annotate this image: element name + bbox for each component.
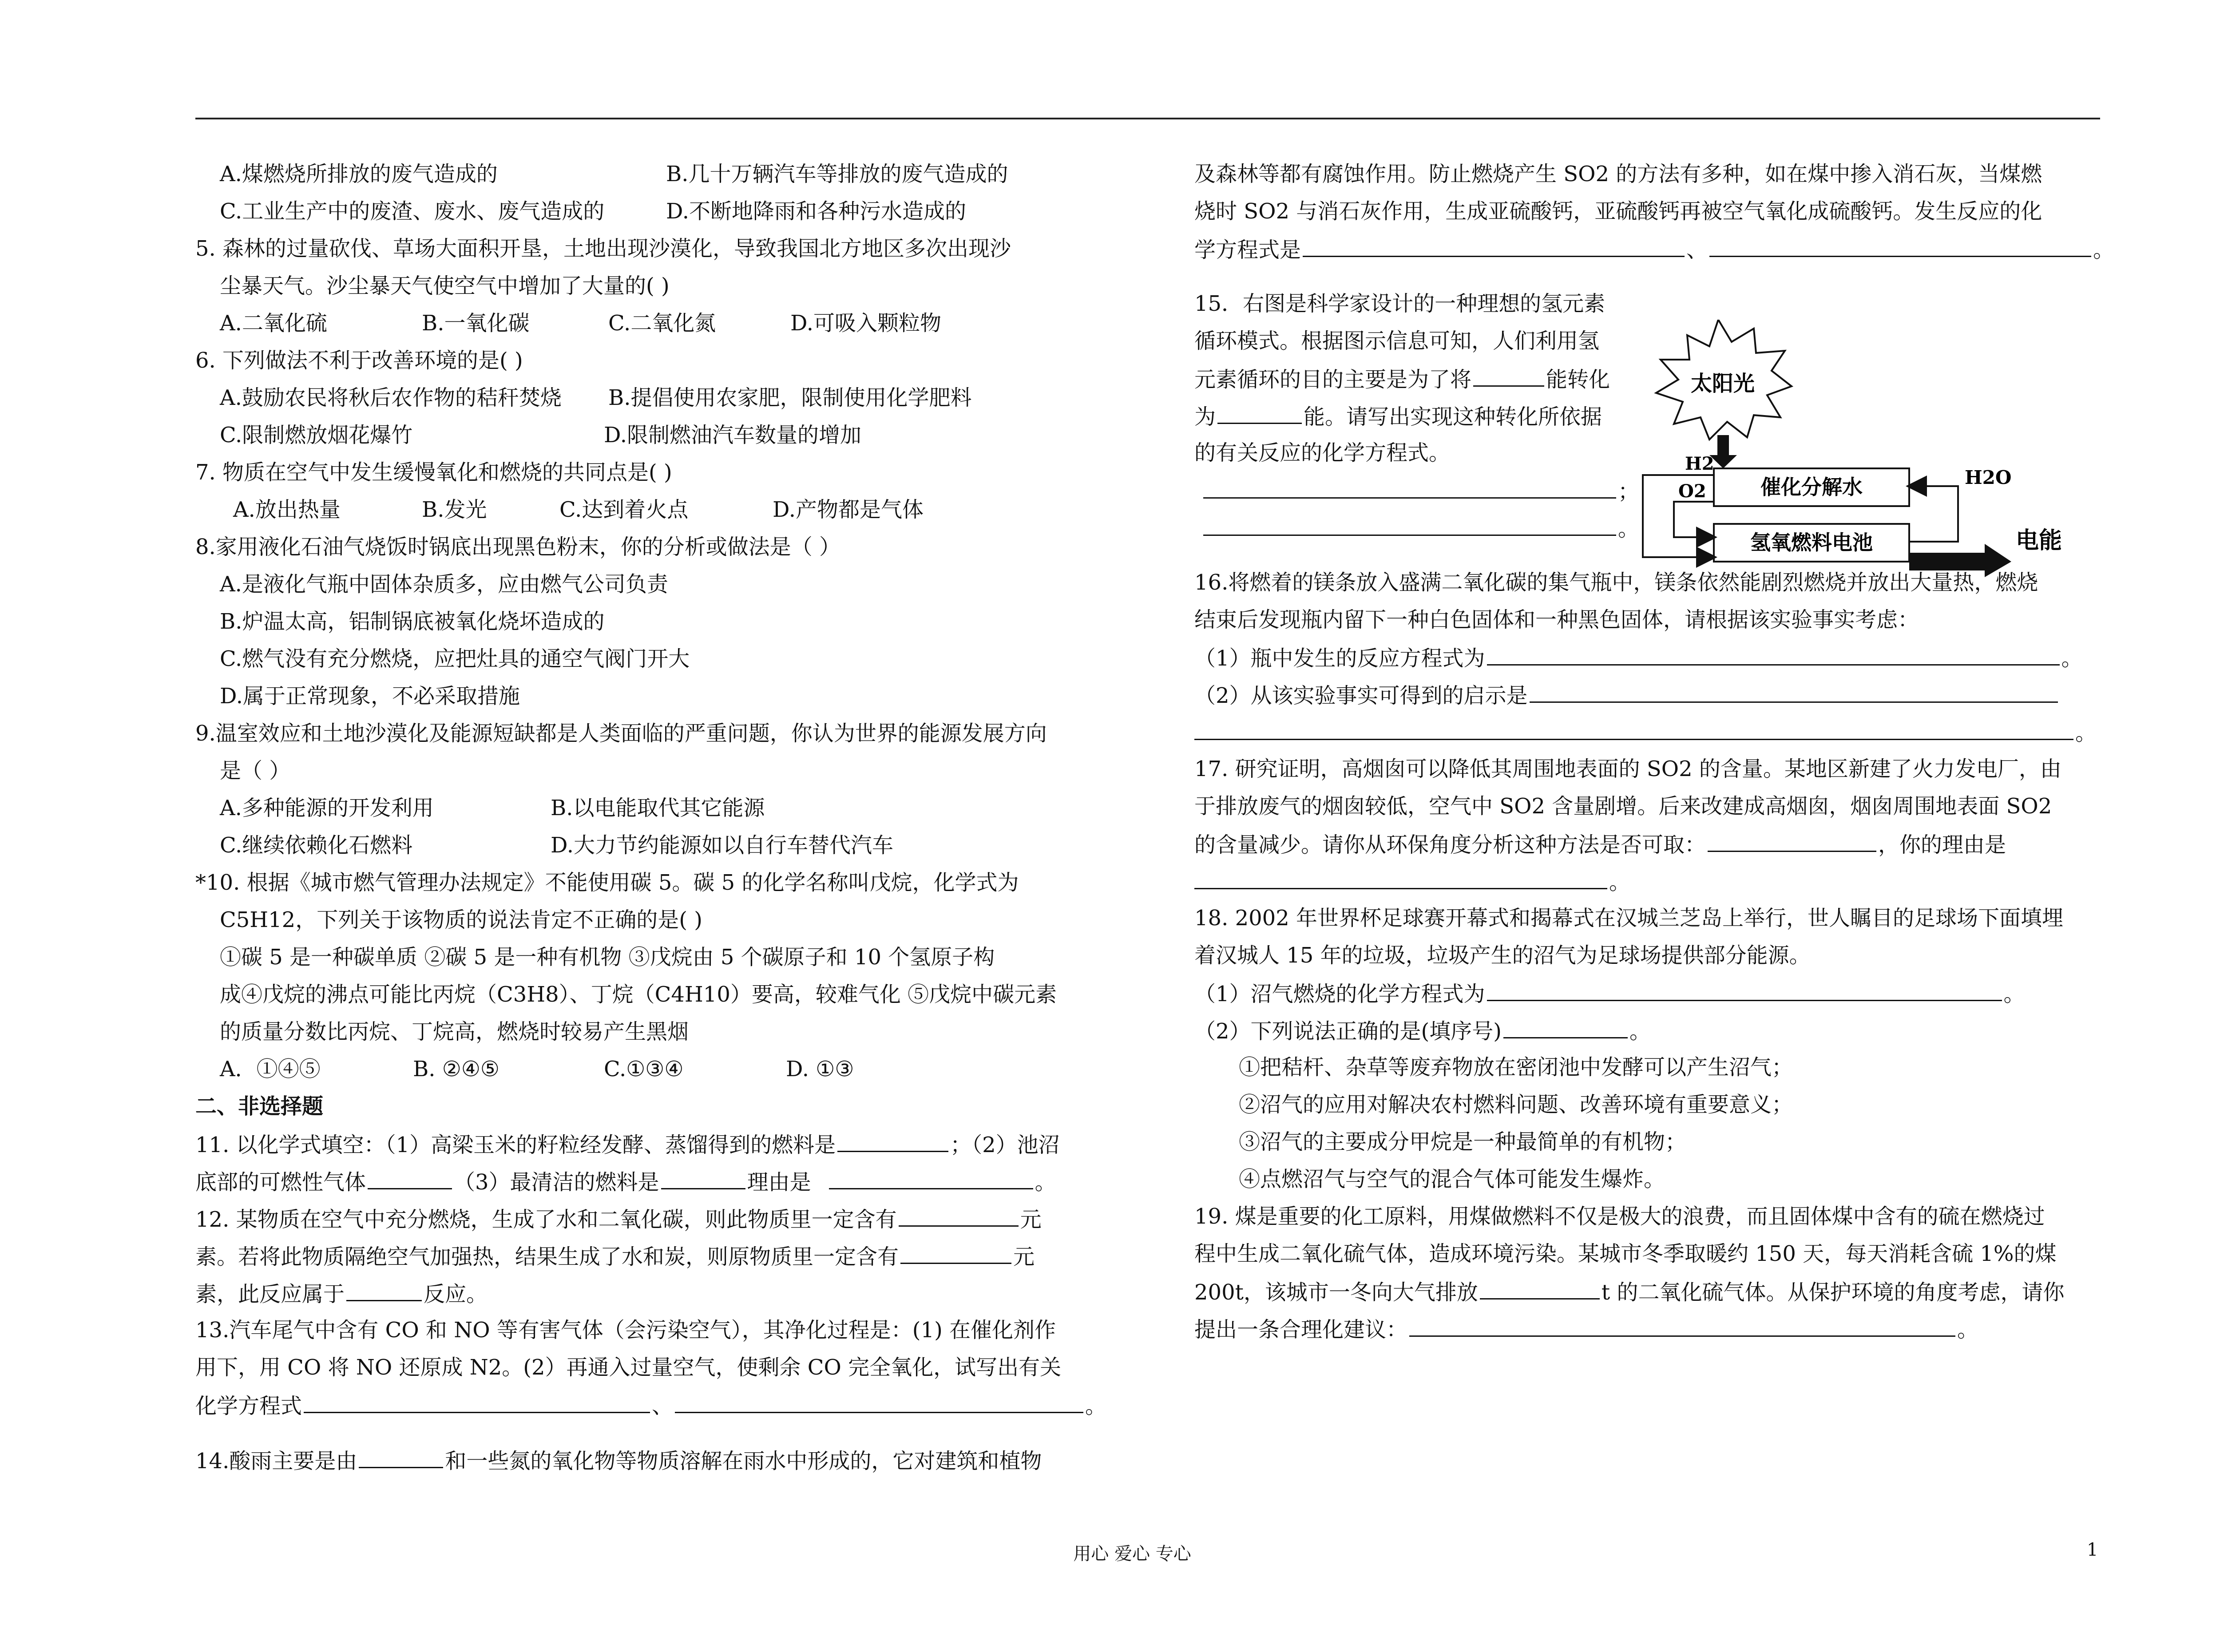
answer-blank[interactable] [1503,1011,1628,1038]
option-d: D.大力节约能源如以自行车替代汽车 [551,833,894,858]
q15-line-1: 15．右图是科学家设计的一种理想的氢元素 [1194,291,1606,316]
spacer [195,1423,1106,1441]
q12-line-2 [195,1237,1106,1274]
option-c: C.继续依赖化石燃料 [220,833,413,858]
q6-options-row2 [195,416,1106,454]
q18-item-1: ①把秸杆、杂草等废弃物放在密闭池中发酵可以产生沼气； [1239,1055,1793,1080]
q16-line-3 [1194,638,2100,676]
q14-line-2: 及森林等都有腐蚀作用。防止燃烧产生 SO2 的方法有多种，如在煤中掺入消石灰，当煤燃 [1194,162,2042,186]
q13-text: 、 [652,1394,674,1418]
page-footer: 用心 爱心 专心 [1073,1544,1191,1564]
answer-blank[interactable] [359,1441,443,1468]
q10-stem-5: 的质量分数比丙烷、丁烷高，燃烧时较易产生黑烟 [220,1019,689,1044]
q16-line-4 [1194,676,2100,713]
q12-text: 12. 某物质在空气中充分燃烧，生成了水和二氧化碳，则此物质里一定含有 [195,1207,897,1232]
option-c: C.达到着火点 [559,497,689,522]
q5-options [195,305,1106,342]
q12-text: 反应。 [424,1282,488,1307]
answer-blank[interactable] [829,1162,1033,1189]
q12-line-3 [195,1274,1106,1311]
option-b: B.发光 [422,497,487,522]
answer-blank[interactable] [837,1125,948,1152]
answer-blank[interactable] [1194,713,2073,740]
q11-text: 11. 以化学式填空：（1）高梁玉米的籽粒经发酵、蒸馏得到的燃料是 [195,1133,836,1157]
o2-flow-line [1674,502,1714,537]
q12-text: 素，此反应属于 [195,1282,345,1307]
answer-blank[interactable] [675,1386,1083,1413]
option-d: D. ①③ [786,1057,854,1082]
q14-text: 、 [1686,238,1708,262]
q19-line-2: 程中生成二氧化硫气体，造成环境污染。某城市冬季取暖约 150 天，每天消耗含硫 1%的煤 [1194,1241,2057,1266]
answer-blank[interactable] [1203,509,1616,536]
answer-blank[interactable] [1708,825,1876,852]
answer-blank[interactable] [1530,676,2058,703]
q14-line-1 [195,1441,1106,1478]
q16-line-5 [1194,713,2100,750]
q14-text: 学方程式是 [1194,238,1301,262]
q16-line-2: 结束后发现瓶内留下一种白色固体和一种黑色固体，请根据该实验事实考虑： [1194,607,1919,632]
q7-stem: 7. 物质在空气中发生缓慢氧化和燃烧的共同点是( ) [195,460,672,485]
spacer [1194,267,2100,285]
section-heading: 二、非选择题 [195,1094,324,1119]
q10-stem-3: ①碳 5 是一种碳单质 ②碳 5 是一种有机物 ③戊烷由 5 个碳原子和 10 个氢原子构 [220,945,995,970]
option-c: C.限制燃放烟花爆竹 [220,423,413,448]
answer-blank[interactable] [1709,230,2091,257]
option-b: B.提倡使用农家肥，限制使用化学肥料 [608,385,972,410]
option-d: D.不断地降雨和各种污水造成的 [666,199,967,224]
q15-line-6 [1194,471,1638,509]
q8-option-c: C.燃气没有充分燃烧，应把灶具的通空气阀门开大 [220,646,690,671]
q15-text-block [1194,285,1638,546]
q11-text: （3）最清洁的燃料是 [454,1170,659,1195]
q17-line-1: 17. 研究证明，高烟囱可以降低其周围地表面的 SO2 的含量。某地区新建了火力发电厂，由 [1194,757,2061,781]
q9-options-row2 [195,827,1106,864]
answer-blank[interactable] [661,1162,745,1189]
option-a: A.多种能源的开发利用 [220,796,434,820]
q12-text: 素。若将此物质隔绝空气加强热，结果生成了水和炭，则原物质里一定含有 [195,1244,899,1269]
q18-text: （2）下列说法正确的是(填序号) [1194,1019,1502,1044]
answer-blank[interactable] [1480,1272,1600,1299]
q18-item-4: ④点燃沼气与空气的混合气体可能发生爆炸。 [1239,1167,1665,1192]
q7-options [195,491,1106,528]
q11-text: 理由是 [747,1170,811,1195]
q8-option-a: A.是液化气瓶中固体杂质多，应由燃气公司负责 [220,572,668,597]
answer-blank[interactable] [368,1162,452,1189]
q16-text: 。 [2061,646,2083,671]
q11-text: 。 [1035,1170,1056,1195]
q14-text: 。 [2093,238,2115,262]
q4-options-row1 [195,155,1106,193]
q9-stem-2: 是（ ） [220,758,291,783]
h2o-flow-line [1909,486,1958,542]
answer-blank[interactable] [1217,397,1302,424]
option-a: A.放出热量 [233,497,341,522]
left-column [195,155,1106,1478]
option-c: C.①③④ [604,1057,684,1082]
electric-energy-label: 电能 [2016,527,2062,554]
hydrogen-cycle-diagram [1638,320,2082,577]
down-arrow-shaft [1717,435,1729,457]
q19-line-3 [1194,1272,2100,1310]
option-b: B.一氧化碳 [422,311,530,336]
q17-text: ，你的理由是 [1878,832,2006,857]
q16-text: （1）瓶中发生的反应方程式为 [1194,646,1485,671]
o2-label: O2 [1678,481,1706,502]
answer-blank[interactable] [899,1200,1019,1227]
q17-text: 。 [1609,870,1631,895]
q16-text: 。 [2075,721,2097,745]
page-number: 1 [2087,1540,2098,1560]
option-a: A.鼓励农民将秋后农作物的秸秆焚烧 [220,385,562,410]
sun-label: 太阳光 [1690,371,1755,396]
q18-line-4 [1194,1011,2100,1049]
q15-line-5: 的有关反应的化学方程式。 [1194,440,1451,465]
q18-line-2: 着汉城人 15 年的垃圾，垃圾产生的沼气为足球场提供部分能源。 [1194,943,1811,968]
q15-text: ； [1618,479,1640,504]
q9-options-row1 [195,789,1106,827]
q15-text: 。 [1618,516,1640,541]
q11-text: ；（2）池沼 [950,1133,1060,1157]
q11-line-1 [195,1125,1106,1162]
option-d: D.可吸入颗粒物 [790,311,942,336]
q19-text: 提出一条合理化建议： [1194,1317,1408,1342]
q10-options [195,1050,1106,1088]
q4-options-row2 [195,193,1106,230]
answer-blank[interactable] [1303,230,1685,257]
q17-line-4 [1194,862,2100,899]
q8-stem: 8.家用液化石油气烧饭时锅底出现黑色粉末，你的分析或做法是（ ） [195,535,841,559]
option-d: D.限制燃油汽车数量的增加 [604,423,862,448]
answer-blank[interactable] [900,1237,1011,1264]
q15-text: 元素循环的目的主要是为了将 [1194,367,1472,392]
q6-options-row1 [195,379,1106,416]
q18-text: 。 [2003,982,2025,1006]
answer-blank[interactable] [1487,974,2002,1001]
option-c: C.二氧化氮 [608,311,716,336]
answer-blank[interactable] [1203,471,1616,499]
answer-blank[interactable] [1194,862,1607,889]
q10-stem-2: C5H12，下列关于该物质的说法肯定不正确的是( ) [220,907,702,932]
q18-item-2: ②沼气的应用对解决农村燃料问题、改善环境有重要意义； [1239,1092,1793,1117]
energy-output-arrow [1909,544,2011,577]
q13-text: 。 [1085,1394,1107,1418]
q6-stem: 6. 下列做法不利于改善环境的是( ) [195,348,523,373]
q14-line-3: 烧时 SO2 与消石灰作用，生成亚硫酸钙，亚硫酸钙再被空气氧化成硫酸钙。发生反应的化 [1194,199,2042,224]
h2o-label: H2O [1965,467,2012,488]
q10-stem-4: 成④戊烷的沸点可能比丙烷（C3H8）、丁烷（C4H10）要高，较难气化 ⑤戊烷中碳元素 [220,982,1057,1007]
option-c: C.工业生产中的废渣、废水、废气造成的 [220,199,605,224]
q13-line-1: 13.汽车尾气中含有 CO 和 NO 等有害气体（会污染空气），其净化过程是：(1) 在催化剂作 [195,1318,1056,1343]
q18-text: （1）沼气燃烧的化学方程式为 [1194,982,1485,1006]
answer-blank[interactable] [304,1386,650,1413]
q5-stem-2: 尘暴天气。沙尘暴天气使空气中增加了大量的( ) [220,273,670,298]
q15-text: 能转化 [1546,367,1610,392]
answer-blank[interactable] [346,1274,422,1301]
q17-line-3 [1194,825,2100,862]
q15-line-4 [1194,397,1638,434]
q19-text: 。 [1957,1317,1979,1342]
q18-text: 。 [1629,1019,1651,1044]
q14-line-4 [1194,230,2115,267]
q17-line-2: 于排放废气的烟囱较低，空气中 SO2 含量剧增。后来改建成高烟囱，烟囱周围地表面 SO2 [1194,794,2052,819]
q18-line-3 [1194,974,2100,1011]
answer-blank[interactable] [1473,360,1544,387]
q12-line-1 [195,1200,1106,1237]
q8-option-d: D.属于正常现象，不必采取措施 [220,684,520,709]
q10-stem-1: *10. 根据《城市燃气管理办法规定》不能使用碳 5。碳 5 的化学名称叫戊烷，化学式为 [195,870,1019,895]
q11-line-2 [195,1162,1106,1200]
header-rule [195,118,2100,119]
q15-line-7 [1194,509,1638,546]
fuel-cell-label: 氢氧燃料电池 [1750,531,1873,555]
q18-item-3: ③沼气的主要成分甲烷是一种最简单的有机物； [1239,1129,1687,1154]
catalytic-decomposition-label: 催化分解水 [1760,475,1863,499]
q18-line-1: 18. 2002 年世界杯足球赛开幕式和揭幕式在汉城兰芝岛上举行，世人瞩目的足球场下面填埋 [1194,906,2064,931]
answer-blank[interactable] [1487,638,2060,666]
q19-line-4 [1194,1310,2100,1347]
q14-text: 和一些氮的氧化物等物质溶解在雨水中形成的，它对建筑和植物 [445,1449,1042,1474]
q19-line-1: 19. 煤是重要的化工原料，用煤做燃料不仅是极大的浪费，而且固体煤中含有的硫在燃烧过 [1194,1204,2045,1229]
q9-stem-1: 9.温室效应和土地沙漠化及能源短缺都是人类面临的严重问题，你认为世界的能源发展方向 [195,721,1047,746]
option-d: D.产物都是气体 [773,497,924,522]
q16-text: （2）从该实验事实可得到的启示是 [1194,683,1528,708]
q12-text: 元 [1020,1207,1042,1232]
option-b: B.几十万辆汽车等排放的废气造成的 [666,162,1008,186]
option-a: A．①④⑤ [220,1057,321,1082]
h2-label: H2 [1685,453,1714,474]
q12-text: 元 [1013,1244,1035,1269]
q15-line-3 [1194,360,1638,397]
option-a: A.煤燃烧所排放的废气造成的 [220,162,498,186]
option-b: B. ②④⑤ [413,1057,500,1082]
option-a: A.二氧化硫 [220,311,327,336]
q13-line-3 [195,1386,1106,1423]
q15-text: 能。请写出实现这种转化所依据 [1304,404,1602,429]
q13-line-2: 用下，用 CO 将 NO 还原成 N2。(2）再通入过量空气，使剩余 CO 完全氧化，试写出有关 [195,1355,1062,1380]
answer-blank[interactable] [1409,1310,1955,1337]
q5-stem-1: 5. 森林的过量砍伐、草场大面积开垦，土地出现沙漠化，导致我国北方地区多次出现沙 [195,236,1011,261]
q16-line-1: 16.将燃着的镁条放入盛满二氧化碳的集气瓶中，镁条依然能剧烈燃烧并放出大量热，燃烧 [1194,570,2038,595]
q13-text: 化学方程式 [195,1394,302,1418]
q11-text: 底部的可燃性气体 [195,1170,366,1195]
q14-text: 14.酸雨主要是由 [195,1449,357,1474]
q8-option-b: B.炉温太高，铝制锅底被氧化烧坏造成的 [220,609,605,634]
q19-text: 200t，该城市一冬向大气排放 [1194,1280,1478,1305]
q17-text: 的含量减少。请你从环保角度分析这种方法是否可取： [1194,832,1706,857]
option-b: B.以电能取代其它能源 [551,796,765,820]
q15-line-2: 循环模式。根据图示信息可知，人们利用氢 [1194,329,1600,353]
q15-text: 为 [1194,404,1216,429]
q19-text: t 的二氧化硫气体。从保护环境的角度考虑，请你 [1601,1280,2065,1305]
